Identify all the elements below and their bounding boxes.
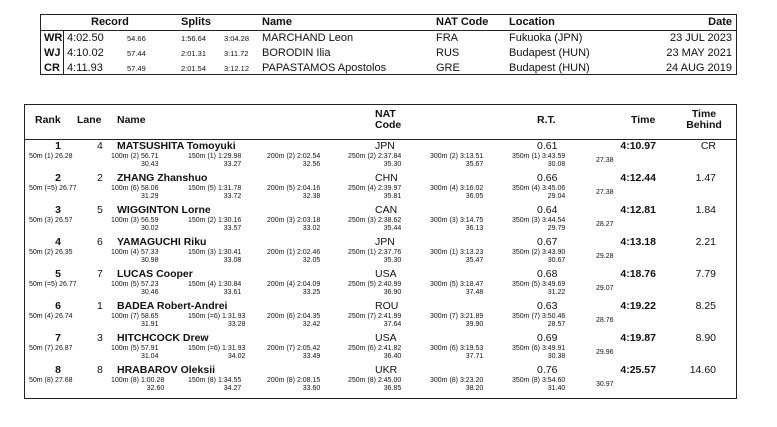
time-behind: 2.21 xyxy=(695,236,716,248)
split-cumulative: 250m (6) 2:41.82 xyxy=(348,345,402,352)
split-lap: 27.38 xyxy=(596,157,614,164)
split-cumulative: 250m (2) 2:37.84 xyxy=(348,153,402,160)
athlete-name: HRABAROV Oleksii xyxy=(117,364,216,376)
split-cumulative: 150m (8) 1:34.55 xyxy=(188,377,242,384)
split-cell xyxy=(267,249,320,265)
reaction-time: 0.61 xyxy=(537,140,558,152)
split-cell xyxy=(348,281,401,297)
split-cumulative: 300m (6) 3:19.53 xyxy=(430,345,484,352)
time-behind: 8.90 xyxy=(695,332,716,344)
record-date: 23 JUL 2023 xyxy=(670,32,732,44)
split-cumulative: 150m (4) 1:30.84 xyxy=(188,281,242,288)
lane: 3 xyxy=(97,332,103,344)
split-lap: 31.04 xyxy=(140,353,159,360)
reaction-time: 0.67 xyxy=(537,236,558,248)
split-lap: 37.48 xyxy=(465,289,484,296)
split-cumulative: 200m (6) 2:04.35 xyxy=(267,313,321,320)
final-time: 4:10.97 xyxy=(620,140,656,152)
split-cumulative: 50m (2) 26.35 xyxy=(29,249,73,256)
athlete-name: YAMAGUCHI Riku xyxy=(117,236,207,248)
split-cumulative: 100m (3) 56.59 xyxy=(111,217,159,224)
reaction-time: 0.64 xyxy=(537,204,558,216)
split-lap: 29.04 xyxy=(547,193,566,200)
final-time: 4:13.18 xyxy=(620,236,656,248)
split-cell xyxy=(29,313,73,321)
split-lap: 33.49 xyxy=(302,353,321,360)
split-lap: 27.38 xyxy=(596,189,614,196)
records-header-splits: Splits xyxy=(181,16,211,28)
split-lap: 29.28 xyxy=(596,253,614,260)
table-row xyxy=(25,300,736,332)
split-cell xyxy=(29,345,73,353)
split-cell xyxy=(111,313,158,329)
rank: 6 xyxy=(55,300,61,312)
split-lap: 33.25 xyxy=(302,289,321,296)
record-split-150: 3:04.28 xyxy=(224,34,250,43)
split-cell xyxy=(430,217,483,233)
table-row xyxy=(25,172,736,204)
split-lap: 28.76 xyxy=(596,317,614,324)
results-header-nat xyxy=(375,109,401,131)
split-cumulative: 50m (7) 26.87 xyxy=(29,345,73,352)
split-cumulative: 100m (8) 1:00.28 xyxy=(111,377,165,384)
time-behind: 1.84 xyxy=(695,204,716,216)
split-lap: 34.27 xyxy=(223,385,242,392)
nat-code: USA xyxy=(375,268,397,280)
split-cumulative: 300m (2) 3:13.51 xyxy=(430,153,484,160)
athlete-name: BADEA Robert-Andrei xyxy=(117,300,228,312)
record-time: 4:02.50 xyxy=(67,32,104,44)
split-lap: 36.40 xyxy=(383,353,402,360)
split-cumulative: 300m (7) 3:21.89 xyxy=(430,313,484,320)
results-header-rank: Rank xyxy=(35,114,61,126)
record-holder-name: PAPASTAMOS Apostolos xyxy=(262,62,387,74)
split-cumulative: 350m (5) 3:49.69 xyxy=(512,281,566,288)
split-cell xyxy=(267,185,320,201)
split-cumulative: 50m (3) 26.57 xyxy=(29,217,73,224)
split-cell xyxy=(267,281,320,297)
table-row xyxy=(25,236,736,268)
split-cell xyxy=(29,249,73,257)
athlete-name: LUCAS Cooper xyxy=(117,268,193,280)
record-type: CR xyxy=(44,62,60,74)
split-cell xyxy=(267,377,320,393)
split-cell xyxy=(188,217,241,233)
split-cell xyxy=(267,217,320,233)
split-cumulative: 150m (5) 1:31.78 xyxy=(188,185,242,192)
split-cumulative: 50m (=5) 26.77 xyxy=(29,281,77,288)
split-cell xyxy=(348,153,401,169)
lane: 2 xyxy=(97,172,103,184)
split-cumulative: 250m (1) 2:37.76 xyxy=(348,249,402,256)
final-time: 4:18.76 xyxy=(620,268,656,280)
split-cumulative: 300m (1) 3:13.23 xyxy=(430,249,484,256)
split-cumulative: 250m (5) 2:40.99 xyxy=(348,281,402,288)
split-cell xyxy=(188,153,241,169)
split-cumulative: 100m (6) 58.06 xyxy=(111,185,159,192)
split-lap: 34.02 xyxy=(227,353,246,360)
results-header-name: Name xyxy=(117,114,146,126)
split-lap: 29.79 xyxy=(547,225,566,232)
record-location: Budapest (HUN) xyxy=(509,47,590,59)
split-cumulative: 300m (3) 3:14.75 xyxy=(430,217,484,224)
split-cell xyxy=(348,345,401,361)
reaction-time: 0.63 xyxy=(537,300,558,312)
split-cell xyxy=(596,157,614,165)
record-split-100: 2:01.31 xyxy=(181,49,207,58)
split-cumulative: 250m (7) 2:41.99 xyxy=(348,313,402,320)
split-lap: 37.64 xyxy=(383,321,402,328)
record-nat: FRA xyxy=(436,32,458,44)
records-header-divider xyxy=(41,30,736,31)
split-cumulative: 150m (=6) 1:31.93 xyxy=(188,313,246,320)
reaction-time: 0.66 xyxy=(537,172,558,184)
split-lap: 30.02 xyxy=(140,225,159,232)
split-cumulative: 150m (3) 1:30.41 xyxy=(188,249,242,256)
split-cell xyxy=(512,185,565,201)
split-cumulative: 100m (2) 56.71 xyxy=(111,153,159,160)
split-cumulative: 300m (8) 3:23.20 xyxy=(430,377,484,384)
split-cell xyxy=(430,249,483,265)
split-lap: 32.38 xyxy=(302,193,321,200)
split-cumulative: 50m (=5) 26.77 xyxy=(29,185,77,192)
split-lap: 33.27 xyxy=(223,161,242,168)
record-type: WJ xyxy=(44,47,61,59)
split-lap: 38.20 xyxy=(465,385,484,392)
time-behind: CR xyxy=(700,140,716,152)
results-header-nat-line1: NAT xyxy=(375,108,396,120)
table-row xyxy=(25,204,736,236)
split-cell xyxy=(348,185,401,201)
rank: 1 xyxy=(55,140,61,152)
split-lap: 30.97 xyxy=(596,381,614,388)
split-lap: 30.08 xyxy=(547,161,566,168)
split-cumulative: 300m (5) 3:18.47 xyxy=(430,281,484,288)
split-cell xyxy=(430,185,483,201)
split-cumulative: 350m (1) 3:43.59 xyxy=(512,153,566,160)
split-lap: 31.22 xyxy=(547,289,566,296)
split-cell xyxy=(111,345,158,361)
record-location: Budapest (HUN) xyxy=(509,62,590,74)
split-lap: 33.61 xyxy=(223,289,242,296)
results-header-behind-line1: Time xyxy=(691,108,717,120)
split-lap: 30.46 xyxy=(140,289,159,296)
split-cell xyxy=(596,381,614,389)
split-lap: 33.02 xyxy=(302,225,321,232)
split-cumulative: 200m (8) 2:08.15 xyxy=(267,377,321,384)
split-cell xyxy=(512,153,565,169)
split-cumulative: 200m (3) 2:03.18 xyxy=(267,217,321,224)
split-lap: 30.38 xyxy=(547,353,566,360)
split-cumulative: 100m (4) 57.33 xyxy=(111,249,159,256)
split-cumulative: 50m (4) 26.74 xyxy=(29,313,73,320)
records-header-record: Record xyxy=(91,16,129,28)
nat-code: CHN xyxy=(375,172,398,184)
split-cumulative: 200m (2) 2:02.54 xyxy=(267,153,321,160)
split-lap: 36.85 xyxy=(383,385,402,392)
split-lap: 32.05 xyxy=(302,257,321,264)
split-cell xyxy=(29,281,77,289)
split-lap: 29.07 xyxy=(596,285,614,292)
lane: 1 xyxy=(97,300,103,312)
record-split-150: 3:12.12 xyxy=(224,64,250,73)
record-holder-name: MARCHAND Leon xyxy=(262,32,354,44)
split-lap: 31.91 xyxy=(140,321,159,328)
split-cell xyxy=(29,377,73,385)
record-split-150: 3:11.72 xyxy=(224,49,249,58)
record-nat: RUS xyxy=(436,47,460,59)
split-cell xyxy=(430,377,483,393)
athlete-name: HITCHCOCK Drew xyxy=(117,332,209,344)
rank: 8 xyxy=(55,364,61,376)
split-lap: 35.44 xyxy=(383,225,402,232)
split-lap: 33.28 xyxy=(227,321,246,328)
split-lap: 31.29 xyxy=(140,193,159,200)
lane: 4 xyxy=(97,140,103,152)
split-lap: 35.81 xyxy=(383,193,402,200)
split-cell xyxy=(29,153,73,161)
split-cell xyxy=(512,249,565,265)
final-time: 4:19.87 xyxy=(620,332,656,344)
split-lap: 29.96 xyxy=(596,349,614,356)
split-cell xyxy=(596,221,614,229)
split-cell xyxy=(267,345,320,361)
reaction-time: 0.68 xyxy=(537,268,558,280)
split-cumulative: 250m (3) 2:38.62 xyxy=(348,217,402,224)
split-cumulative: 100m (5) 57.23 xyxy=(111,281,159,288)
split-cell xyxy=(111,217,158,233)
results-header-time: Time xyxy=(631,114,656,126)
final-time: 4:12.81 xyxy=(620,204,656,216)
final-time: 4:25.57 xyxy=(620,364,656,376)
split-cumulative: 200m (4) 2:04.09 xyxy=(267,281,321,288)
split-cell xyxy=(111,249,158,265)
split-lap: 36.05 xyxy=(465,193,484,200)
record-nat: GRE xyxy=(436,62,460,74)
split-cumulative: 350m (6) 3:49.91 xyxy=(512,345,566,352)
split-cumulative: 150m (=6) 1:31.93 xyxy=(188,345,246,352)
split-lap: 35.67 xyxy=(465,161,484,168)
split-lap: 39.90 xyxy=(465,321,484,328)
split-cumulative: 100m (5) 57.91 xyxy=(111,345,159,352)
split-cell xyxy=(111,153,158,169)
final-time: 4:12.44 xyxy=(620,172,656,184)
lane: 6 xyxy=(97,236,103,248)
split-lap: 33.60 xyxy=(302,385,321,392)
nat-code: JPN xyxy=(375,236,395,248)
split-cumulative: 300m (4) 3:16.02 xyxy=(430,185,484,192)
split-cumulative: 50m (8) 27.68 xyxy=(29,377,73,384)
results-header-behind-line2: Behind xyxy=(686,119,722,131)
records-header-nat: NAT Code xyxy=(436,16,489,28)
split-cell xyxy=(596,189,614,197)
split-cell xyxy=(111,185,158,201)
split-cell xyxy=(188,345,245,361)
split-cumulative: 150m (1) 1:29.98 xyxy=(188,153,242,160)
split-cumulative: 150m (2) 1:30.16 xyxy=(188,217,242,224)
time-behind: 8.25 xyxy=(695,300,716,312)
split-cell xyxy=(512,217,565,233)
time-behind: 14.60 xyxy=(689,364,716,376)
split-cell xyxy=(111,281,158,297)
split-lap: 33.72 xyxy=(223,193,242,200)
split-cell xyxy=(430,313,483,329)
split-lap: 37.71 xyxy=(465,353,484,360)
record-type: WR xyxy=(44,32,63,44)
split-cell xyxy=(596,349,614,357)
split-lap: 32.42 xyxy=(302,321,321,328)
record-date: 24 AUG 2019 xyxy=(665,62,732,74)
split-cumulative: 200m (7) 2:05.42 xyxy=(267,345,321,352)
nat-code: USA xyxy=(375,332,397,344)
records-type-divider xyxy=(63,30,64,74)
split-cell xyxy=(348,217,401,233)
split-lap: 32.56 xyxy=(302,161,321,168)
split-lap: 36.13 xyxy=(465,225,484,232)
split-cell xyxy=(596,285,614,293)
split-cell xyxy=(29,185,77,193)
final-time: 4:19.22 xyxy=(620,300,656,312)
nat-code: JPN xyxy=(375,140,395,152)
split-cell xyxy=(512,345,565,361)
results-header-nat-line2: Code xyxy=(375,119,402,131)
results-header-rt: R.T. xyxy=(537,114,556,126)
nat-code: ROU xyxy=(375,300,399,312)
split-lap: 33.57 xyxy=(223,225,242,232)
record-split-50: 57.49 xyxy=(127,64,146,73)
split-cell xyxy=(188,281,241,297)
athlete-name: MATSUSHITA Tomoyuki xyxy=(117,140,236,152)
rank: 5 xyxy=(55,268,61,280)
table-row xyxy=(25,364,736,396)
split-lap: 32.60 xyxy=(146,385,165,392)
split-cell xyxy=(596,317,614,325)
record-split-100: 2:01.54 xyxy=(181,64,207,73)
results-table xyxy=(24,104,737,399)
record-split-50: 54.66 xyxy=(127,34,146,43)
split-cell xyxy=(512,281,565,297)
nat-code: UKR xyxy=(375,364,398,376)
split-cell xyxy=(111,377,164,393)
reaction-time: 0.69 xyxy=(537,332,558,344)
record-holder-name: BORODIN Ilia xyxy=(262,47,331,59)
split-lap: 28.57 xyxy=(547,321,566,328)
split-lap: 28.27 xyxy=(596,221,614,228)
split-cumulative: 100m (7) 58.65 xyxy=(111,313,159,320)
time-behind: 7.79 xyxy=(695,268,716,280)
record-split-50: 57.44 xyxy=(127,49,146,58)
athlete-name: ZHANG Zhanshuo xyxy=(117,172,208,184)
split-cumulative: 350m (4) 3:45.06 xyxy=(512,185,566,192)
split-lap: 30.98 xyxy=(140,257,159,264)
split-lap: 35.30 xyxy=(383,161,402,168)
split-cell xyxy=(512,377,565,393)
nat-code: CAN xyxy=(375,204,398,216)
results-header-time-behind xyxy=(675,109,733,131)
table-row xyxy=(25,140,736,172)
athlete-name: WIGGINTON Lorne xyxy=(117,204,211,216)
records-header-date: Date xyxy=(708,16,732,28)
split-cell xyxy=(430,345,483,361)
split-lap: 35.47 xyxy=(465,257,484,264)
lane: 7 xyxy=(97,268,103,280)
record-time: 4:10.02 xyxy=(67,47,104,59)
split-lap: 35.30 xyxy=(383,257,402,264)
split-cumulative: 250m (4) 2:39.97 xyxy=(348,185,402,192)
split-cell xyxy=(188,377,241,393)
split-cumulative: 200m (5) 2:04.16 xyxy=(267,185,321,192)
table-row xyxy=(25,268,736,300)
rank: 3 xyxy=(55,204,61,216)
split-cell xyxy=(348,377,401,393)
split-cell xyxy=(267,153,320,169)
split-cell xyxy=(188,249,241,265)
split-cell xyxy=(188,185,241,201)
split-lap: 30.43 xyxy=(140,161,159,168)
split-cell xyxy=(29,217,73,225)
split-cumulative: 350m (8) 3:54.60 xyxy=(512,377,566,384)
reaction-time: 0.76 xyxy=(537,364,558,376)
split-cell xyxy=(430,153,483,169)
records-header-name: Name xyxy=(262,16,292,28)
records-header-location: Location xyxy=(509,16,555,28)
lane: 8 xyxy=(97,364,103,376)
time-behind: 1.47 xyxy=(695,172,716,184)
rank: 2 xyxy=(55,172,61,184)
split-cell xyxy=(267,313,320,329)
split-cell xyxy=(348,249,401,265)
split-cumulative: 200m (1) 2:02.46 xyxy=(267,249,321,256)
split-lap: 31.40 xyxy=(547,385,566,392)
record-location: Fukuoka (JPN) xyxy=(509,32,583,44)
split-cell xyxy=(348,313,401,329)
record-date: 23 MAY 2021 xyxy=(666,47,732,59)
split-lap: 33.08 xyxy=(223,257,242,264)
split-cell xyxy=(430,281,483,297)
split-cumulative: 50m (1) 26.28 xyxy=(29,153,73,160)
split-cell xyxy=(188,313,245,329)
split-lap: 30.67 xyxy=(547,257,566,264)
split-cumulative: 350m (3) 3:44.54 xyxy=(512,217,566,224)
record-time: 4:11.93 xyxy=(67,62,103,74)
record-split-100: 1:56.64 xyxy=(181,34,207,43)
split-lap: 36.90 xyxy=(383,289,402,296)
split-cumulative: 350m (2) 3:43.90 xyxy=(512,249,566,256)
split-cumulative: 250m (8) 2:45.00 xyxy=(348,377,402,384)
lane: 5 xyxy=(97,204,103,216)
results-header-lane: Lane xyxy=(77,114,102,126)
table-row xyxy=(25,332,736,364)
rank: 7 xyxy=(55,332,61,344)
records-table xyxy=(40,14,737,75)
split-cell xyxy=(596,253,614,261)
split-cumulative: 350m (7) 3:50.46 xyxy=(512,313,566,320)
rank: 4 xyxy=(55,236,61,248)
split-cell xyxy=(512,313,565,329)
